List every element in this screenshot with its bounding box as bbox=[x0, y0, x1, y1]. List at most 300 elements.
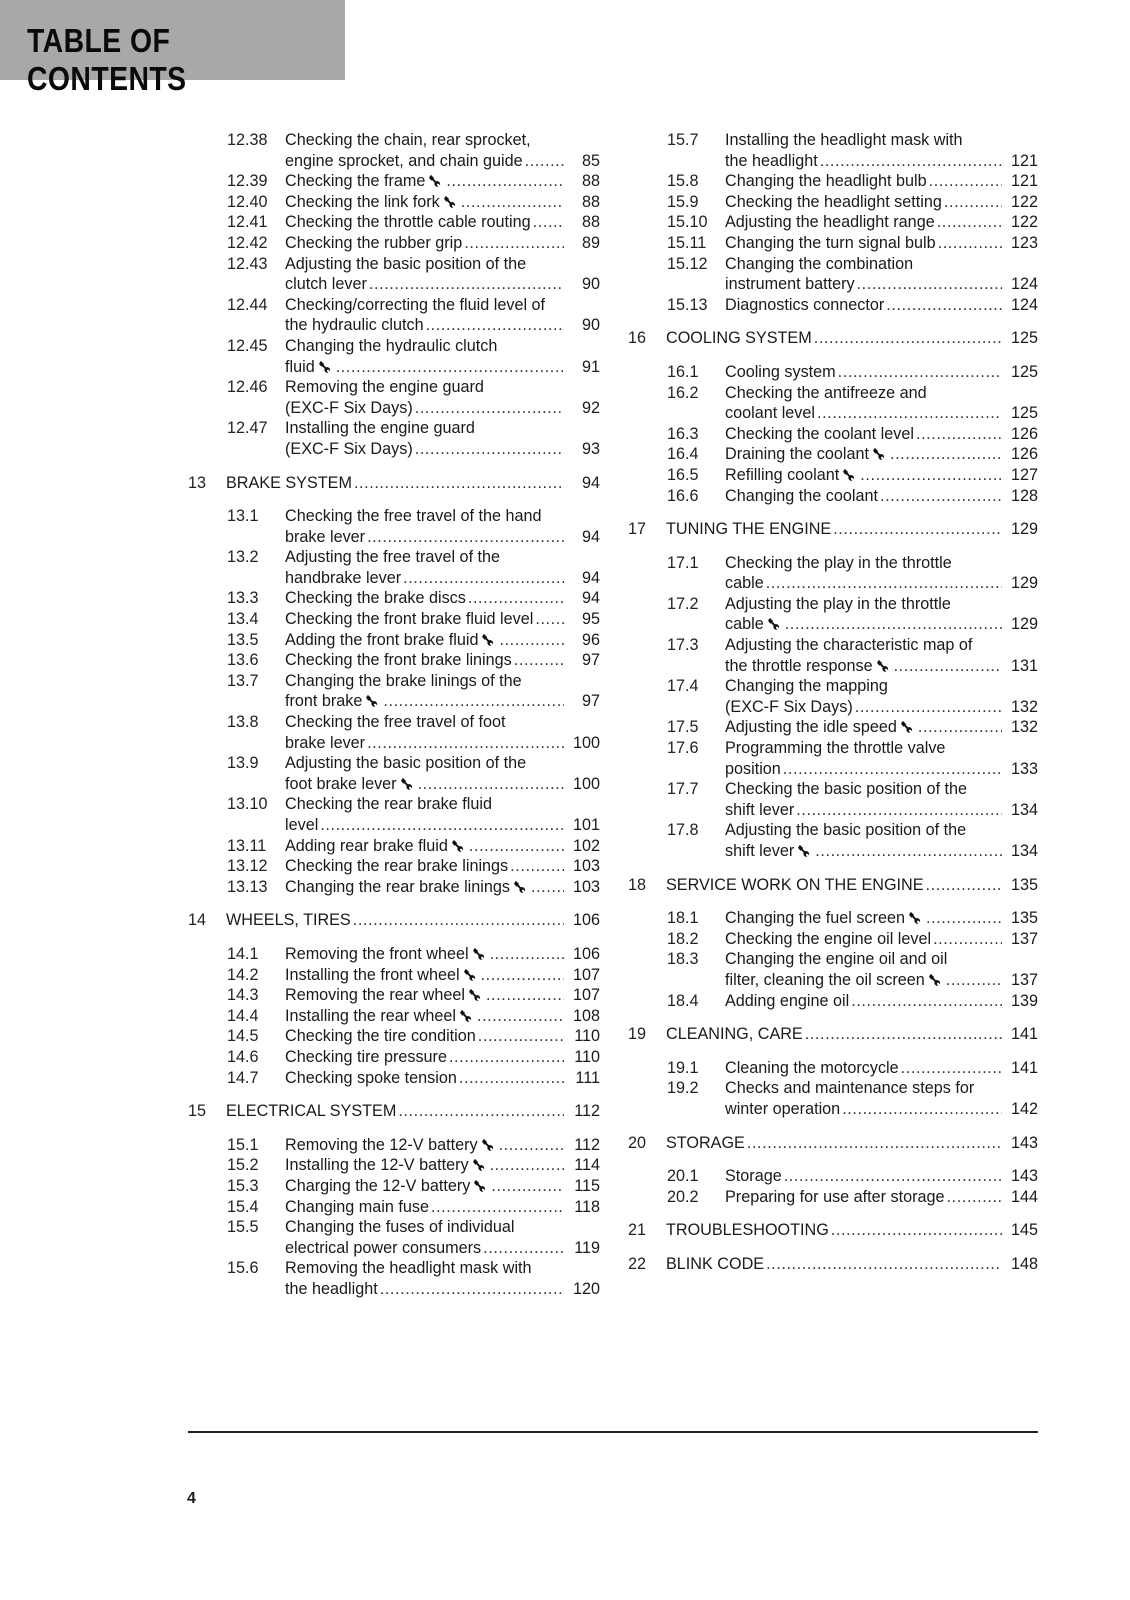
entry-title bbox=[666, 328, 812, 349]
page-reference[interactable]: 97 bbox=[581, 651, 600, 670]
page-reference[interactable]: 97 bbox=[581, 692, 600, 711]
page-reference[interactable]: 95 bbox=[581, 610, 600, 629]
page-reference[interactable]: 100 bbox=[572, 733, 600, 752]
page-reference[interactable]: 126 bbox=[1010, 424, 1038, 443]
entry-title bbox=[285, 774, 416, 795]
page-reference[interactable]: 112 bbox=[574, 1102, 600, 1121]
toc-section-entry[interactable] bbox=[188, 1026, 600, 1047]
toc-section-entry[interactable] bbox=[188, 254, 600, 295]
wrench-icon bbox=[401, 775, 416, 789]
entry-body bbox=[725, 738, 1038, 779]
toc-section-entry[interactable] bbox=[188, 794, 600, 835]
entry-title bbox=[285, 233, 462, 254]
page-reference[interactable]: 118 bbox=[574, 1197, 600, 1216]
wrench-icon bbox=[474, 1177, 489, 1191]
entry-title bbox=[285, 1217, 514, 1238]
section-number: 15.2 bbox=[227, 1156, 259, 1175]
entry-title bbox=[666, 1024, 803, 1045]
page-reference[interactable]: 107 bbox=[572, 986, 600, 1005]
page-reference[interactable]: 134 bbox=[1010, 842, 1038, 860]
toc-section-entry[interactable] bbox=[628, 1166, 1038, 1187]
toc-section-entry[interactable] bbox=[188, 944, 600, 965]
page-reference[interactable]: 142 bbox=[1010, 1099, 1038, 1118]
entry-title-text: Checking the front brake linings bbox=[285, 651, 512, 670]
entry-title-text: Checking tire pressure bbox=[285, 1047, 447, 1066]
entry-title bbox=[226, 1101, 396, 1122]
page-title: TABLE OF CONTENTS bbox=[27, 22, 187, 97]
entry-line bbox=[285, 1047, 600, 1068]
entry-body bbox=[285, 233, 600, 254]
entry-body bbox=[725, 594, 1038, 635]
entry-line bbox=[285, 1026, 600, 1047]
entry-title bbox=[285, 568, 401, 589]
entry-body bbox=[725, 465, 1038, 486]
entry-line bbox=[285, 733, 600, 754]
entry-title-text: COOLING SYSTEM bbox=[666, 329, 812, 348]
dot-leader bbox=[815, 841, 1002, 862]
section-number: 20.2 bbox=[667, 1187, 699, 1206]
toc-section-entry[interactable] bbox=[188, 377, 600, 418]
page-reference[interactable]: 112 bbox=[574, 1135, 600, 1154]
entry-line bbox=[725, 553, 1038, 574]
page-reference[interactable]: 125 bbox=[1010, 362, 1038, 381]
dot-leader bbox=[929, 171, 1002, 192]
toc-section-entry[interactable] bbox=[188, 418, 600, 459]
entry-line bbox=[666, 1133, 1038, 1154]
section-number: 15.9 bbox=[667, 192, 699, 211]
toc-section-entry[interactable] bbox=[188, 856, 600, 877]
section-number: 16.6 bbox=[667, 486, 699, 505]
entry-title bbox=[725, 1099, 840, 1120]
page-reference[interactable]: 133 bbox=[1010, 759, 1038, 778]
dot-leader bbox=[478, 1026, 564, 1047]
dot-leader bbox=[880, 486, 1002, 507]
page-reference[interactable]: 94 bbox=[581, 568, 600, 587]
page-reference[interactable]: 85 bbox=[581, 151, 600, 170]
page-reference[interactable]: 89 bbox=[581, 233, 600, 252]
page-reference[interactable]: 122 bbox=[1010, 192, 1038, 211]
entry-title bbox=[725, 697, 853, 718]
entry-title bbox=[285, 856, 508, 877]
entry-title bbox=[285, 877, 529, 898]
page-reference[interactable]: 107 bbox=[572, 965, 600, 984]
toc-section-entry[interactable] bbox=[628, 1058, 1038, 1079]
entry-line bbox=[725, 717, 1038, 738]
entry-title bbox=[285, 357, 334, 378]
page-reference[interactable]: 119 bbox=[574, 1238, 600, 1257]
entry-title bbox=[725, 403, 815, 424]
entry-title bbox=[725, 949, 947, 970]
page-reference[interactable]: 144 bbox=[1010, 1187, 1038, 1206]
toc-chapter-entry[interactable] bbox=[628, 1133, 1038, 1154]
page-reference[interactable]: 91 bbox=[581, 357, 600, 376]
toc-section-entry[interactable] bbox=[188, 130, 600, 171]
entry-body bbox=[285, 377, 600, 418]
entry-title-text: the hydraulic clutch bbox=[285, 316, 424, 335]
dot-leader bbox=[446, 171, 564, 192]
toc-section-entry[interactable] bbox=[188, 547, 600, 588]
page-reference[interactable]: 137 bbox=[1010, 970, 1038, 989]
entry-title-text: Changing the rear brake linings bbox=[285, 877, 510, 896]
entry-title bbox=[725, 151, 818, 172]
entry-title bbox=[285, 1258, 532, 1279]
page-reference[interactable]: 94 bbox=[581, 473, 600, 492]
entry-title bbox=[725, 444, 888, 465]
page-reference[interactable]: 128 bbox=[1010, 486, 1038, 505]
page-reference[interactable]: 114 bbox=[574, 1156, 600, 1175]
dot-leader bbox=[449, 1047, 564, 1068]
toc-section-entry[interactable] bbox=[188, 877, 600, 898]
wrench-icon bbox=[473, 945, 488, 959]
dot-leader bbox=[499, 630, 564, 651]
toc-section-entry[interactable] bbox=[628, 1187, 1038, 1208]
page-reference[interactable]: 129 bbox=[1010, 520, 1038, 539]
wrench-icon bbox=[514, 878, 529, 892]
page-reference[interactable]: 145 bbox=[1010, 1221, 1038, 1240]
toc-chapter-entry[interactable] bbox=[188, 1101, 600, 1122]
entry-title-text: Removing the rear wheel bbox=[285, 986, 465, 1005]
entry-title-text: shift lever bbox=[725, 800, 795, 819]
page-reference[interactable]: 96 bbox=[581, 630, 600, 649]
entry-body bbox=[725, 254, 1038, 295]
entry-title-text: Checking the play in the throttle bbox=[725, 553, 952, 572]
entry-line bbox=[285, 254, 600, 275]
toc-section-entry[interactable] bbox=[188, 753, 600, 794]
page-reference[interactable]: 88 bbox=[581, 192, 600, 211]
page-reference[interactable]: 110 bbox=[574, 1027, 600, 1046]
wrench-icon bbox=[469, 986, 484, 1000]
entry-line bbox=[725, 697, 1038, 718]
toc-section-entry[interactable] bbox=[628, 738, 1038, 779]
entry-line bbox=[725, 486, 1038, 507]
page-reference[interactable]: 143 bbox=[1010, 1133, 1038, 1152]
toc-section-entry[interactable] bbox=[628, 465, 1038, 486]
entry-body bbox=[285, 753, 600, 794]
entry-line bbox=[285, 547, 600, 568]
page-reference[interactable]: 137 bbox=[1010, 929, 1038, 948]
entry-body bbox=[666, 328, 1038, 349]
page-reference[interactable]: 103 bbox=[572, 877, 600, 896]
page-reference[interactable]: 148 bbox=[1010, 1254, 1038, 1273]
section-number: 16 bbox=[628, 329, 647, 348]
page-reference[interactable]: 125 bbox=[1010, 329, 1038, 348]
entry-title-text: Adding engine oil bbox=[725, 991, 850, 1010]
wrench-icon bbox=[909, 909, 924, 923]
page-reference[interactable]: 88 bbox=[581, 172, 600, 191]
toc-section-entry[interactable] bbox=[628, 212, 1038, 233]
page-reference[interactable]: 120 bbox=[572, 1279, 600, 1298]
page-reference[interactable]: 143 bbox=[1010, 1167, 1038, 1186]
entry-line bbox=[725, 759, 1038, 780]
page-reference[interactable]: 131 bbox=[1010, 656, 1038, 675]
page-reference[interactable]: 110 bbox=[574, 1047, 600, 1066]
entry-title-text: Cooling system bbox=[725, 362, 836, 381]
toc-section-entry[interactable] bbox=[188, 836, 600, 857]
entry-title-text: instrument battery bbox=[725, 275, 855, 294]
dot-leader bbox=[320, 815, 564, 836]
toc-section-entry[interactable] bbox=[628, 553, 1038, 594]
toc-section-entry[interactable] bbox=[628, 254, 1038, 295]
page-reference[interactable]: 135 bbox=[1010, 875, 1038, 894]
page-reference[interactable]: 106 bbox=[572, 911, 600, 930]
entry-line bbox=[725, 1058, 1038, 1079]
toc-section-entry[interactable] bbox=[188, 1006, 600, 1027]
wrench-icon bbox=[901, 718, 916, 732]
page-reference[interactable]: 134 bbox=[1010, 800, 1038, 819]
section-number: 13.7 bbox=[227, 671, 259, 690]
entry-title bbox=[666, 875, 924, 896]
entry-title bbox=[725, 274, 855, 295]
toc-section-entry[interactable] bbox=[628, 717, 1038, 738]
entry-line bbox=[285, 794, 600, 815]
entry-line bbox=[285, 671, 600, 692]
section-number: 18.2 bbox=[667, 929, 699, 948]
section-number: 14.6 bbox=[227, 1047, 259, 1066]
entry-body bbox=[725, 486, 1038, 507]
toc-section-entry[interactable] bbox=[628, 171, 1038, 192]
page-reference[interactable]: 108 bbox=[572, 1006, 600, 1025]
entry-line bbox=[285, 398, 600, 419]
toc-chapter-entry[interactable] bbox=[628, 1024, 1038, 1045]
entry-title-text: winter operation bbox=[725, 1099, 841, 1118]
toc-section-entry[interactable] bbox=[188, 506, 600, 547]
page-reference[interactable]: 123 bbox=[1010, 233, 1038, 252]
page-reference[interactable]: 127 bbox=[1010, 465, 1038, 484]
entry-title bbox=[725, 759, 781, 780]
dot-leader bbox=[838, 362, 1002, 383]
entry-title bbox=[285, 650, 512, 671]
entry-title bbox=[226, 473, 352, 494]
entry-title-text: clutch lever bbox=[285, 275, 367, 294]
entry-body bbox=[285, 1176, 600, 1197]
entry-title-text: BLINK CODE bbox=[666, 1254, 765, 1273]
toc-section-entry[interactable] bbox=[188, 1155, 600, 1176]
toc-section-entry[interactable] bbox=[188, 1217, 600, 1258]
toc-section-entry[interactable] bbox=[188, 233, 600, 254]
page-reference[interactable]: 121 bbox=[1010, 151, 1038, 170]
toc-section-entry[interactable] bbox=[188, 1047, 600, 1068]
entry-title bbox=[666, 519, 831, 540]
dot-leader bbox=[817, 403, 1002, 424]
section-number: 17.3 bbox=[667, 636, 699, 655]
toc-section-entry[interactable] bbox=[188, 609, 600, 630]
toc-section-entry[interactable] bbox=[188, 295, 600, 336]
toc-section-entry[interactable] bbox=[628, 635, 1038, 676]
entry-title-text: Checking the brake discs bbox=[285, 589, 466, 608]
section-number: 13.9 bbox=[227, 754, 259, 773]
entry-title bbox=[285, 794, 492, 815]
toc-section-entry[interactable] bbox=[188, 336, 600, 377]
entry-title-text: Removing the front wheel bbox=[285, 944, 469, 963]
toc-section-entry[interactable] bbox=[188, 1197, 600, 1218]
toc-section-entry[interactable] bbox=[628, 383, 1038, 424]
page-reference[interactable]: 103 bbox=[572, 857, 600, 876]
toc-chapter-entry[interactable] bbox=[628, 1254, 1038, 1275]
toc-section-entry[interactable] bbox=[628, 486, 1038, 507]
entry-body bbox=[725, 553, 1038, 594]
toc-section-entry[interactable] bbox=[188, 630, 600, 651]
entry-line bbox=[725, 151, 1038, 172]
toc-section-entry[interactable] bbox=[188, 212, 600, 233]
toc-chapter-entry[interactable] bbox=[628, 875, 1038, 896]
page-reference[interactable]: 135 bbox=[1010, 909, 1038, 928]
page-reference[interactable]: 126 bbox=[1010, 445, 1038, 464]
page-reference[interactable]: 100 bbox=[572, 774, 600, 793]
toc-section-entry[interactable] bbox=[188, 192, 600, 213]
page-reference[interactable]: 124 bbox=[1010, 275, 1038, 294]
page-reference[interactable]: 90 bbox=[581, 316, 600, 335]
page-reference[interactable]: 129 bbox=[1010, 615, 1038, 634]
page-reference[interactable]: 94 bbox=[581, 527, 600, 546]
entry-title-text: level bbox=[285, 816, 319, 834]
entry-line bbox=[285, 418, 600, 439]
toc-section-entry[interactable] bbox=[628, 424, 1038, 445]
entry-body bbox=[725, 171, 1038, 192]
entry-title-text: Checking the link fork bbox=[285, 192, 440, 211]
page-reference[interactable]: 132 bbox=[1010, 697, 1038, 716]
dot-leader bbox=[477, 1006, 564, 1027]
entry-title-text: Adding the front brake fluid bbox=[285, 630, 479, 649]
entry-title bbox=[725, 573, 764, 594]
toc-section-entry[interactable] bbox=[628, 362, 1038, 383]
page-reference[interactable]: 115 bbox=[574, 1176, 600, 1195]
entry-line bbox=[725, 424, 1038, 445]
entry-title bbox=[725, 594, 951, 615]
entry-line bbox=[285, 856, 600, 877]
page-reference[interactable]: 141 bbox=[1010, 1058, 1038, 1077]
dot-leader bbox=[820, 151, 1002, 172]
page-reference[interactable]: 106 bbox=[572, 944, 600, 963]
entry-body bbox=[725, 192, 1038, 213]
page-reference[interactable]: 90 bbox=[581, 275, 600, 294]
section-number: 13 bbox=[188, 473, 207, 492]
page-reference[interactable]: 92 bbox=[581, 398, 600, 417]
section-number: 13.11 bbox=[227, 836, 267, 855]
toc-chapter-entry[interactable] bbox=[628, 328, 1038, 349]
dot-leader bbox=[403, 568, 564, 589]
section-number: 19 bbox=[628, 1025, 647, 1044]
entry-body bbox=[666, 1024, 1038, 1045]
page-reference[interactable]: 129 bbox=[1010, 574, 1038, 593]
entry-title bbox=[285, 1279, 378, 1300]
toc-section-entry[interactable] bbox=[188, 650, 600, 671]
toc-section-entry[interactable] bbox=[188, 588, 600, 609]
page-reference[interactable]: 111 bbox=[575, 1068, 600, 1087]
page-reference[interactable]: 102 bbox=[572, 836, 600, 855]
toc-section-entry[interactable] bbox=[188, 965, 600, 986]
entry-line bbox=[285, 630, 600, 651]
dot-leader bbox=[842, 1099, 1002, 1120]
page-reference[interactable]: 88 bbox=[581, 213, 600, 232]
page-reference[interactable]: 141 bbox=[1010, 1025, 1038, 1044]
toc-section-entry[interactable] bbox=[628, 1078, 1038, 1119]
section-number: 18 bbox=[628, 875, 647, 894]
toc-section-entry[interactable] bbox=[628, 779, 1038, 820]
toc-section-entry[interactable] bbox=[628, 192, 1038, 213]
page-reference[interactable]: 93 bbox=[581, 439, 600, 458]
section-number: 15.12 bbox=[667, 254, 708, 273]
toc-section-entry[interactable] bbox=[628, 991, 1038, 1012]
entry-title bbox=[285, 836, 467, 857]
entry-title-text: electrical power consumers bbox=[285, 1238, 482, 1257]
entry-line bbox=[285, 568, 600, 589]
toc-section-entry[interactable] bbox=[188, 171, 600, 192]
toc-section-entry[interactable] bbox=[628, 908, 1038, 929]
entry-title-text: Checking the engine oil level bbox=[725, 929, 932, 948]
toc-section-entry[interactable] bbox=[628, 820, 1038, 861]
page-reference[interactable]: 139 bbox=[1010, 991, 1038, 1010]
entry-title bbox=[725, 192, 942, 213]
toc-chapter-entry[interactable] bbox=[628, 1220, 1038, 1241]
page-reference[interactable]: 132 bbox=[1010, 718, 1038, 737]
toc-section-entry[interactable] bbox=[628, 444, 1038, 465]
entry-body bbox=[666, 875, 1038, 896]
toc-section-entry[interactable] bbox=[188, 985, 600, 1006]
page-reference[interactable]: 124 bbox=[1010, 295, 1038, 314]
entry-body bbox=[285, 965, 600, 986]
page-reference[interactable]: 125 bbox=[1010, 404, 1038, 423]
dot-leader bbox=[916, 424, 1002, 445]
entry-line bbox=[666, 519, 1038, 540]
toc-section-entry[interactable] bbox=[188, 1258, 600, 1299]
dot-leader bbox=[886, 295, 1002, 316]
toc-chapter-entry[interactable] bbox=[188, 473, 600, 494]
entry-body bbox=[285, 1135, 600, 1156]
entry-title-text: Adjusting the basic position of the bbox=[725, 821, 967, 840]
toc-chapter-entry[interactable] bbox=[628, 519, 1038, 540]
dot-leader bbox=[415, 439, 564, 460]
entry-title bbox=[725, 991, 849, 1012]
entry-title-text: the throttle response bbox=[725, 656, 873, 675]
toc-section-entry[interactable] bbox=[188, 1135, 600, 1156]
toc-section-entry[interactable] bbox=[628, 233, 1038, 254]
toc-section-entry[interactable] bbox=[628, 676, 1038, 717]
toc-section-entry[interactable] bbox=[628, 594, 1038, 635]
dot-leader bbox=[857, 274, 1002, 295]
toc-section-entry[interactable] bbox=[188, 712, 600, 753]
page-reference[interactable]: 94 bbox=[581, 589, 600, 608]
toc-section-entry[interactable] bbox=[628, 949, 1038, 990]
entry-line bbox=[725, 949, 1038, 970]
toc-chapter-entry[interactable] bbox=[188, 910, 600, 931]
entry-title bbox=[725, 614, 783, 635]
entry-title bbox=[725, 1078, 974, 1099]
page-reference[interactable]: 121 bbox=[1010, 172, 1038, 191]
entry-body bbox=[285, 1217, 600, 1258]
entry-title bbox=[285, 377, 484, 398]
entry-body bbox=[725, 1058, 1038, 1079]
entry-body bbox=[285, 588, 600, 609]
page-reference[interactable]: 122 bbox=[1010, 213, 1038, 232]
entry-line bbox=[725, 991, 1038, 1012]
toc-section-entry[interactable] bbox=[628, 295, 1038, 316]
section-number: 12.41 bbox=[227, 213, 268, 232]
toc-section-entry[interactable] bbox=[628, 130, 1038, 171]
entry-line bbox=[285, 527, 600, 548]
toc-section-entry[interactable] bbox=[188, 1068, 600, 1089]
entry-line bbox=[725, 929, 1038, 950]
dot-leader bbox=[398, 1101, 564, 1122]
dot-leader bbox=[531, 877, 564, 898]
toc-section-entry[interactable] bbox=[188, 671, 600, 712]
page-reference[interactable]: 101 bbox=[572, 816, 600, 834]
toc-section-entry[interactable] bbox=[188, 1176, 600, 1197]
entry-title-text: CLEANING, CARE bbox=[666, 1025, 803, 1044]
entry-line bbox=[725, 573, 1038, 594]
toc-section-entry[interactable] bbox=[628, 929, 1038, 950]
entry-line bbox=[725, 820, 1038, 841]
entry-title bbox=[285, 588, 466, 609]
